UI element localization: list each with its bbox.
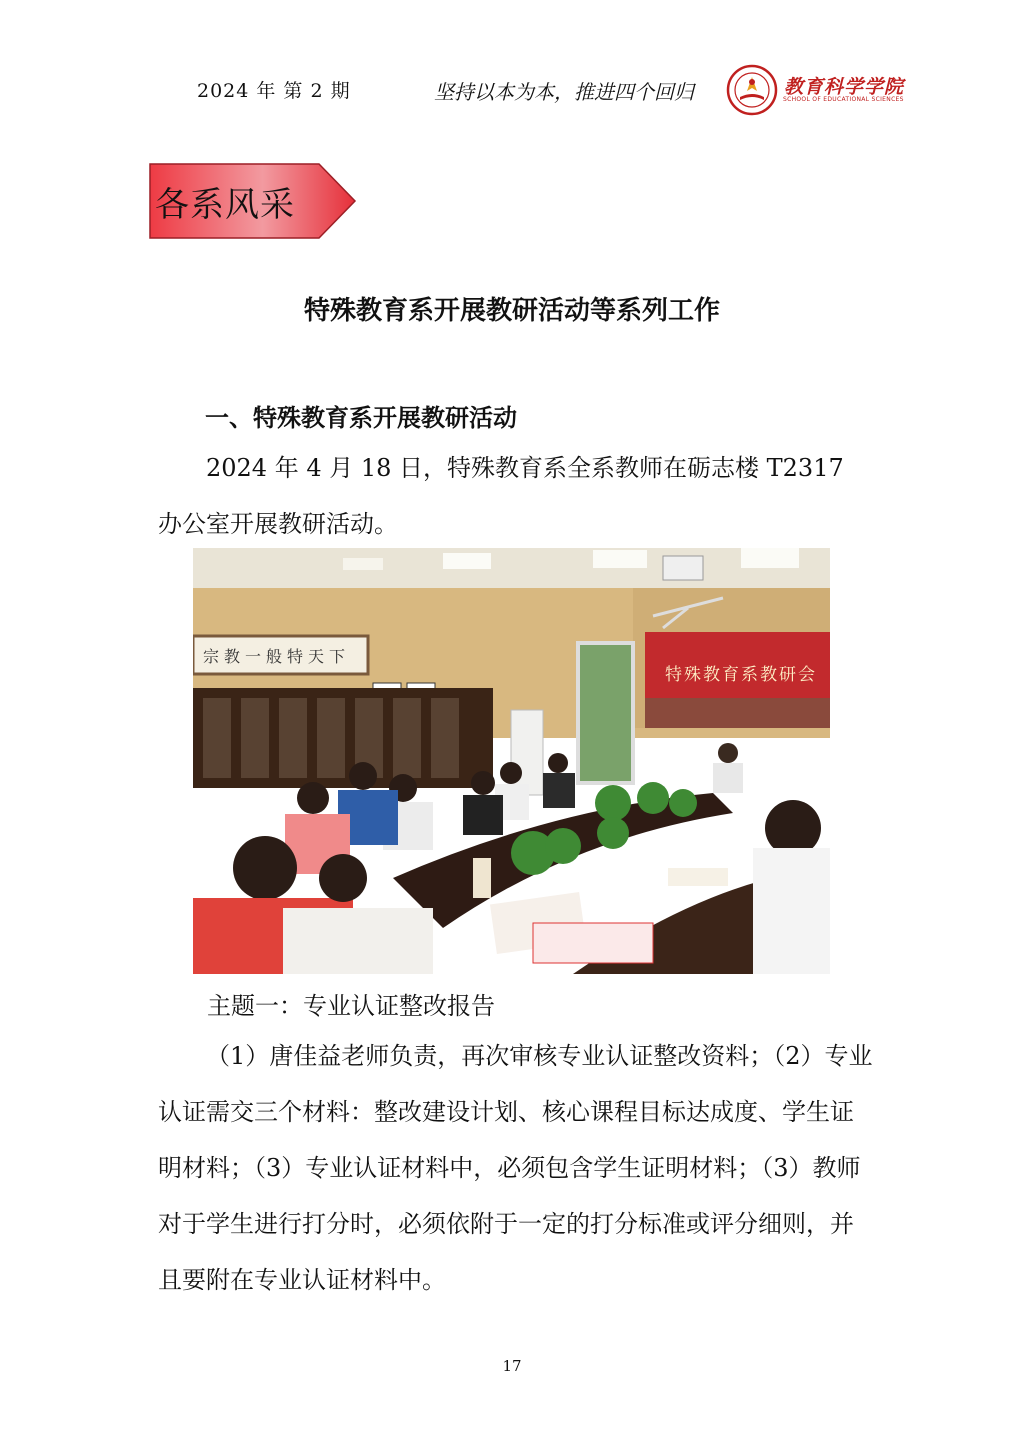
banner-label: 各系风采 (155, 185, 295, 225)
meeting-photo (193, 548, 830, 974)
screen-title-text: 特殊教育系教研会 (665, 665, 817, 685)
theme-body-paragraph: （1）唐佳益老师负责，再次审核专业认证整改资料；（2）专业认证需交三个材料：整改建设计划、核心课程目标达成度、学生证明材料；（3）专业认证材料中，必须包含学生证明材料；（3）教师对于学生进行打分时，必须依附于一定的打分标准或评分细则，并且要附在专业认证材料中。 (158, 1042, 873, 1294)
theme-heading: 主题一：专业认证整改报告 (207, 992, 495, 1020)
intro-paragraph: 2024 年 4 月 18 日，特殊教育系全系教师在砺志楼 T2317 办公室开展教研活动。 (158, 454, 844, 538)
calligraphy-text: 宗教一般特天下 (203, 647, 351, 666)
logo-name-cn: 教育科学学院 (784, 76, 905, 98)
issue-label: 2024 年 第 2 期 (197, 80, 351, 102)
section-heading: 一、特殊教育系开展教研活动 (205, 404, 517, 432)
article-title: 特殊教育系开展教研活动等系列工作 (303, 296, 720, 326)
college-logo (726, 64, 905, 116)
college-seal-icon (726, 64, 778, 116)
logo-name-en: SCHOOL OF EDUCATIONAL SCIENCES (783, 96, 904, 103)
header-slogan: 坚持以本为本，推进四个回归 (434, 80, 694, 104)
section-banner (149, 163, 357, 239)
page-number: 17 (502, 1357, 522, 1375)
